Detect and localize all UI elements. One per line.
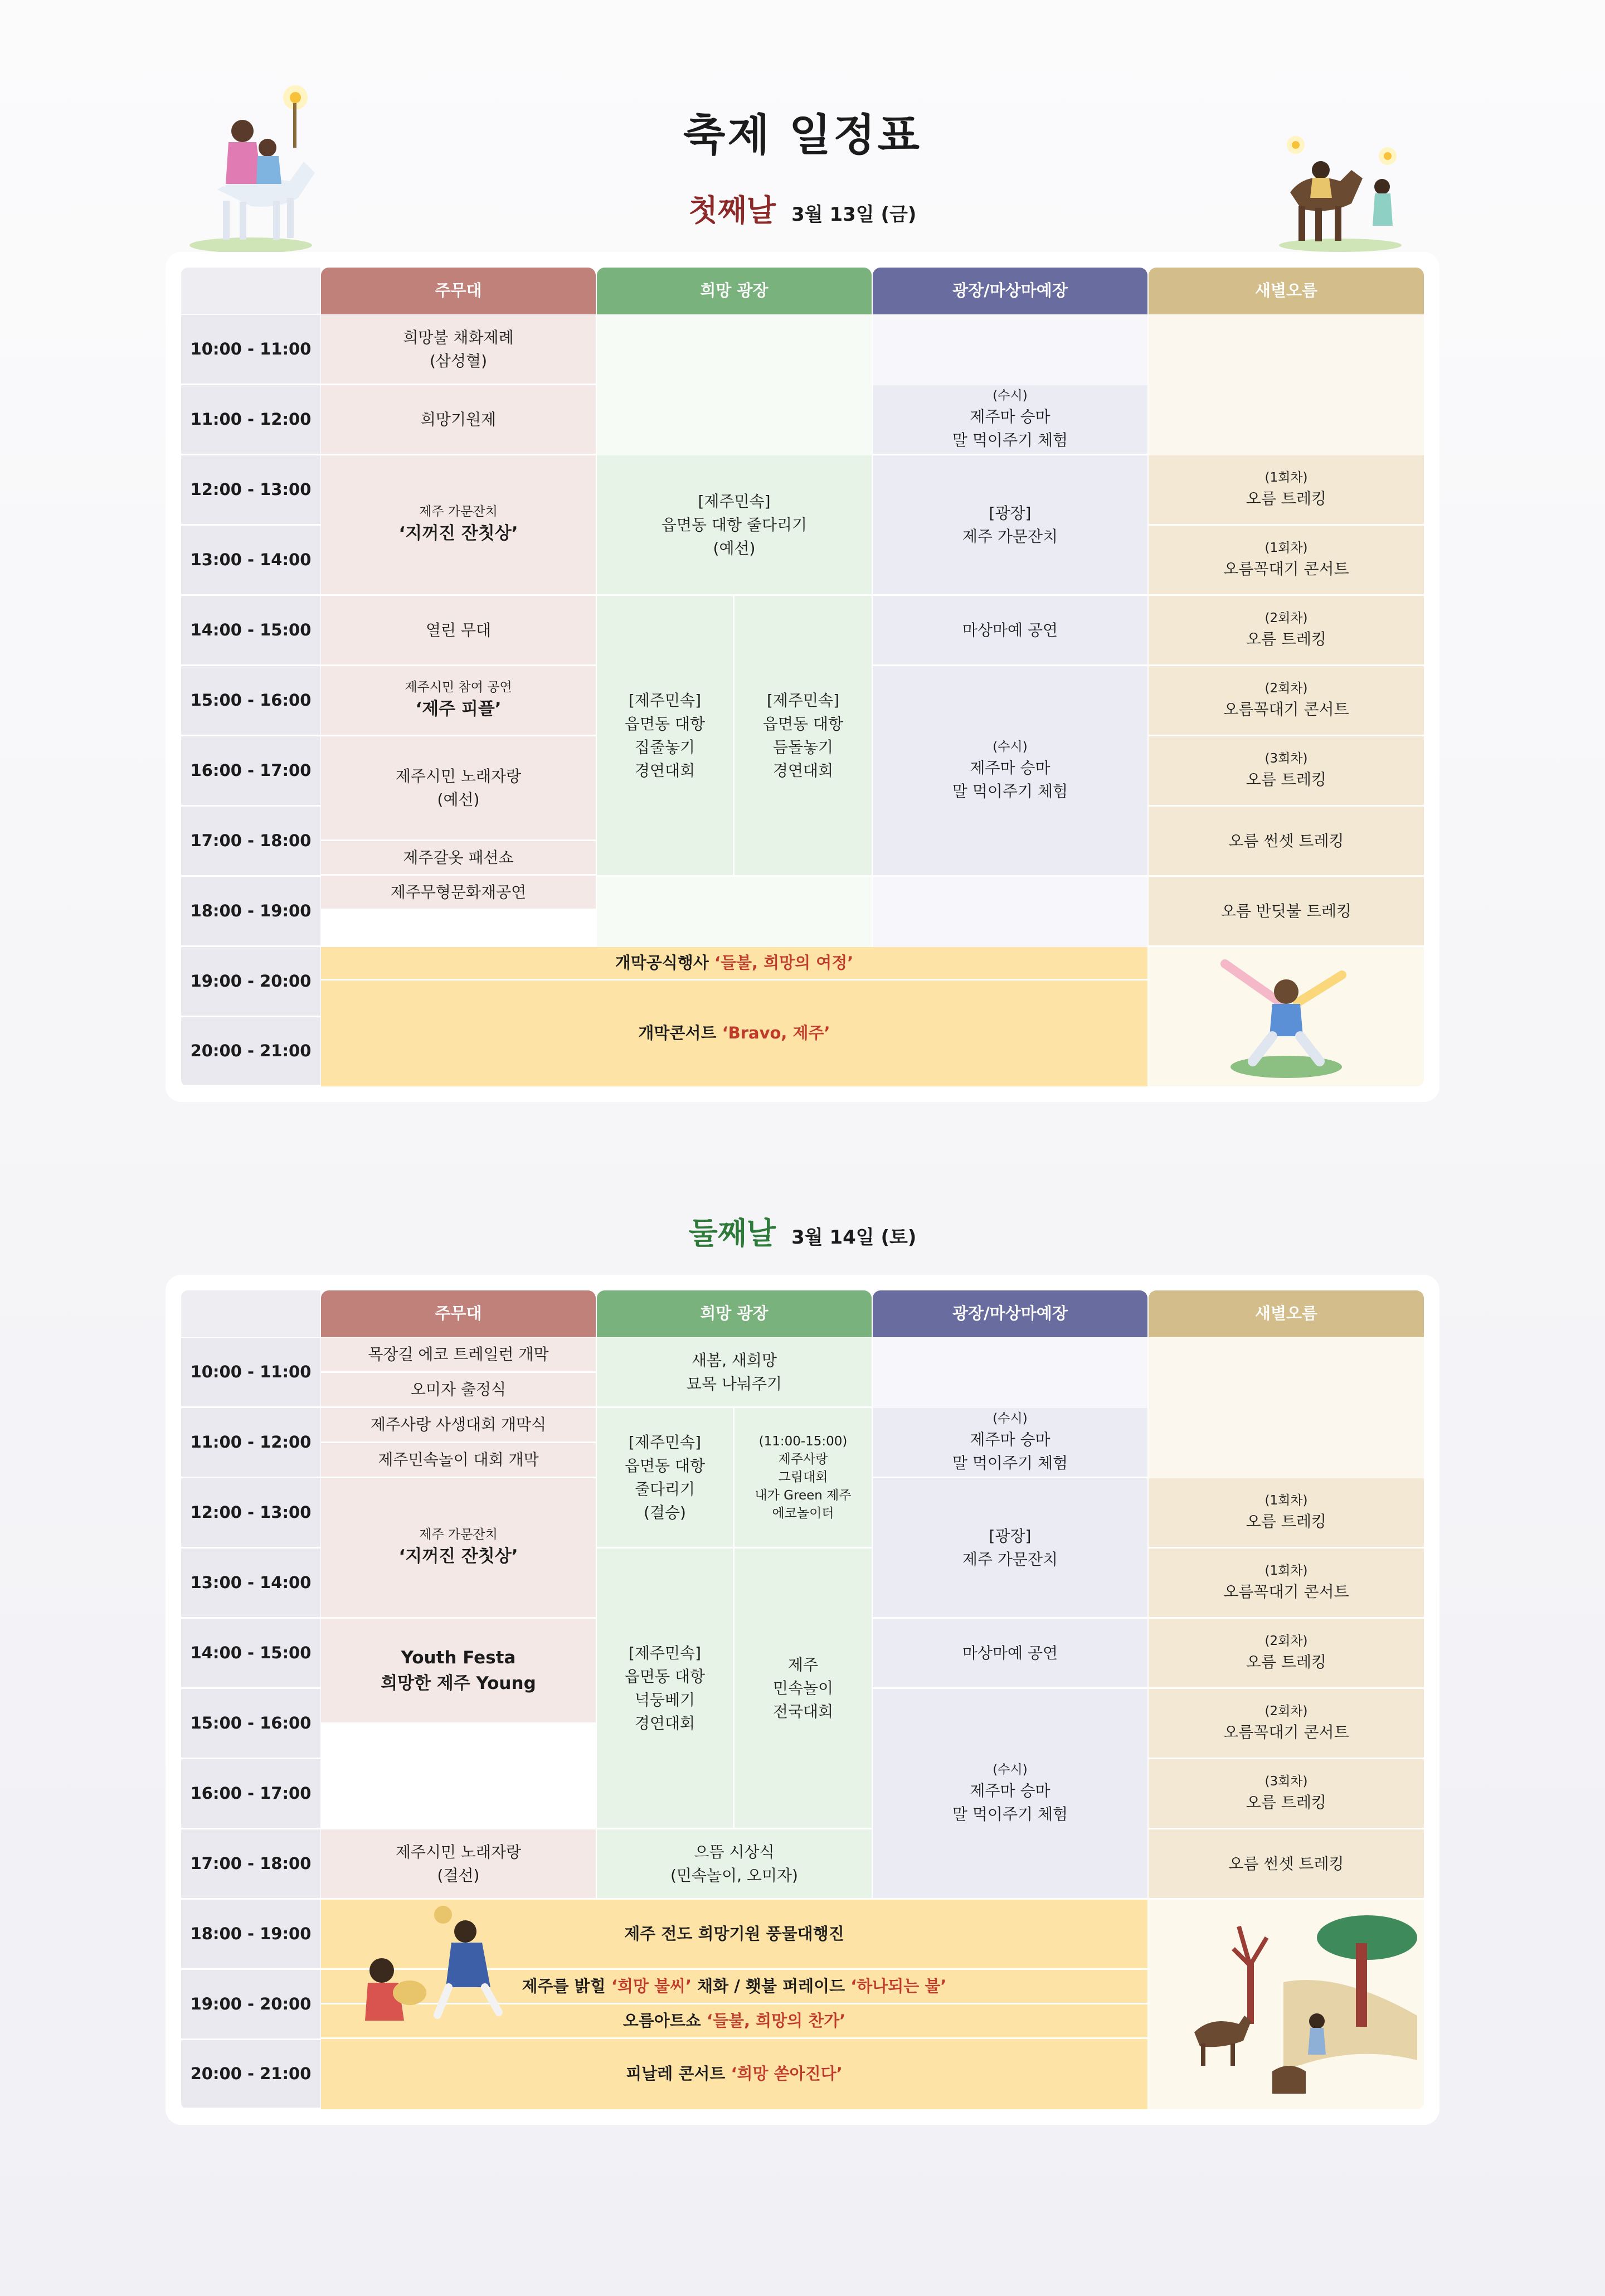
plaza-event: [제주민속] 읍면동 대항 집줄놓기 경연대회 [597,596,735,877]
arena-event: 마상마예 공연 [873,596,1147,666]
forest-illustration-cell [1149,1900,1424,2109]
empty-cell [1149,1338,1424,1478]
main-stage-event: 제주시민 노래자랑 (예선) [321,736,596,841]
empty-cell [873,877,1147,947]
day1-date: 3월 13일 (금) [791,203,917,226]
day2-schedule-card [166,1275,1439,2125]
oreum-event: (3회차) 오름 트레킹 [1149,1759,1424,1829]
time-slot: 14:00 - 15:00 [181,596,320,666]
empty-cell [597,877,872,947]
main-stage-event: 제주 가문잔치 ‘지꺼진 잔칫상’ [321,455,596,596]
header-hope-plaza: 희망 광장 [597,268,872,314]
main-stage-event: Youth Festa 희망한 제주 Young [321,1619,596,1724]
plaza-event: (11:00-15:00) 제주사랑 그림대회 내가 Green 제주 에코놀이터 [735,1408,872,1549]
day1-heading [0,187,1605,230]
time-slot: 16:00 - 17:00 [181,1759,320,1829]
time-slot: 15:00 - 16:00 [181,1689,320,1759]
header-corner [181,1290,320,1337]
main-stage-event: 제주시민 참여 공연 ‘제주 피플’ [321,666,596,736]
arena-event: (수시) 제주마 승마 말 먹이주기 체험 [873,1689,1147,1900]
time-slot: 11:00 - 12:00 [181,385,320,455]
dancer-illustration-cell [1149,947,1424,1086]
oreum-event: (1회차) 오름 트레킹 [1149,455,1424,526]
time-slot: 19:00 - 20:00 [181,947,320,1017]
header-corner [181,268,320,314]
oreum-event: 오름 반딧불 트레킹 [1149,877,1424,947]
day2-name: 둘째날 [688,1216,776,1251]
oreum-event: (3회차) 오름 트레킹 [1149,736,1424,807]
time-slot: 12:00 - 13:00 [181,455,320,526]
main-stage-event: 제주 가문잔치 ‘지꺼진 잔칫상’ [321,1478,596,1619]
oreum-event: (1회차) 오름꼭대기 콘서트 [1149,526,1424,596]
time-slot: 20:00 - 21:00 [181,2040,320,2109]
time-slot: 13:00 - 14:00 [181,526,320,596]
finale-concert: 피날레 콘서트 ‘희망 쏟아진다’ [321,2039,1147,2109]
page-title: 축제 일정표 [683,110,922,161]
arena-event: 마상마예 공연 [873,1619,1147,1689]
arena-event: (수시) 제주마 승마 말 먹이주기 체험 [873,666,1147,877]
oreum-event: (2회차) 오름꼭대기 콘서트 [1149,1689,1424,1759]
main-stage-event: 제주무형문화재공연 [321,876,596,910]
main-stage-event: 목장길 에코 트레일런 개막 [321,1338,596,1373]
header-main-stage: 주무대 [321,1290,596,1337]
opening-ceremony: 개막공식행사 ‘들불, 희망의 여정’ [321,947,1147,980]
plaza-event: [제주민속] 읍면동 대항 넉둥베기 경연대회 [597,1549,735,1829]
time-slot: 20:00 - 21:00 [181,1017,320,1086]
oreum-event: (1회차) 오름꼭대기 콘서트 [1149,1549,1424,1619]
time-slot: 15:00 - 16:00 [181,666,320,736]
arena-event: (수시) 제주마 승마 말 먹이주기 체험 [873,385,1147,455]
day1-schedule-table [181,268,1424,1086]
plaza-event: [제주민속] 읍면동 대항 줄다리기 (결승) [597,1408,735,1549]
header-hope-plaza: 희망 광장 [597,1290,872,1337]
day2-date: 3월 14일 (토) [791,1226,917,1249]
time-slot: 10:00 - 11:00 [181,315,320,385]
plaza-event: 새봄, 새희망 묘목 나눠주기 [597,1338,872,1408]
oreum-event: 오름 썬셋 트레킹 [1149,807,1424,877]
dancer-illustration [1214,953,1359,1081]
time-slot: 17:00 - 18:00 [181,807,320,877]
day1-name: 첫째날 [688,193,776,228]
oreum-art-show: 오름아트쇼 ‘들불, 희망의 찬가’ [321,2004,1147,2039]
drummers-illustration [348,1904,510,2037]
oreum-event: (2회차) 오름 트레킹 [1149,596,1424,666]
time-slot: 10:00 - 11:00 [181,1338,320,1408]
empty-cell [321,910,596,947]
oreum-event: (1회차) 오름 트레킹 [1149,1478,1424,1549]
day2-heading [0,1210,1605,1253]
header-oreum: 새별오름 [1149,268,1424,314]
empty-cell [1149,315,1424,455]
arena-event: (수시) 제주마 승마 말 먹이주기 체험 [873,1408,1147,1478]
header-main-stage: 주무대 [321,268,596,314]
time-slot: 18:00 - 19:00 [181,1900,320,1970]
time-slot: 19:00 - 20:00 [181,1970,320,2040]
day1-schedule-card [166,252,1439,1102]
time-slot: 14:00 - 15:00 [181,1619,320,1689]
main-stage-event: 오미자 출정식 [321,1373,596,1408]
empty-cell [873,315,1147,385]
oreum-event: (2회차) 오름꼭대기 콘서트 [1149,666,1424,736]
plaza-event: [제주민속] 읍면동 대항 줄다리기 (예선) [597,455,872,596]
time-slot: 18:00 - 19:00 [181,877,320,947]
main-stage-event: 제주사랑 사생대회 개막식 [321,1408,596,1443]
time-slot: 11:00 - 12:00 [181,1408,320,1478]
main-stage-event: 희망불 채화제례 (삼성혈) [321,315,596,385]
arena-event: [광장] 제주 가문잔치 [873,455,1147,596]
time-slot: 17:00 - 18:00 [181,1829,320,1900]
torch-parade: 제주를 밝힐 ‘희망 불씨’ 채화 / 횃불 퍼레이드 ‘하나되는 불’ [321,1970,1147,2004]
pungmul-parade: 제주 전도 희망기원 풍물대행진 [321,1900,1147,1970]
torch-rider-illustration [184,78,329,256]
oreum-event: (2회차) 오름 트레킹 [1149,1619,1424,1689]
arena-event: [광장] 제주 가문잔치 [873,1478,1147,1619]
day2-schedule-table [181,1290,1424,2109]
header-arena: 광장/마상마예장 [873,268,1147,314]
time-slot: 13:00 - 14:00 [181,1549,320,1619]
plaza-event: 으뜸 시상식 (민속놀이, 오미자) [597,1829,872,1900]
empty-cell [597,315,872,455]
main-stage-event: 희망기원제 [321,385,596,455]
time-slot: 16:00 - 17:00 [181,736,320,807]
main-stage-event: 제주갈옷 패션쇼 [321,841,596,876]
main-stage-event: 제주민속놀이 대회 개막 [321,1443,596,1478]
main-stage-event: 제주시민 노래자랑 (결선) [321,1829,596,1900]
forest-horses-illustration [1155,1904,1417,2105]
main-stage-event: 열린 무대 [321,596,596,666]
empty-cell [321,1724,596,1829]
header-oreum: 새별오름 [1149,1290,1424,1337]
opening-concert: 개막콘서트 ‘Bravo, 제주’ [321,980,1147,1086]
plaza-event: 제주 민속놀이 전국대회 [735,1549,872,1829]
oreum-event: 오름 썬셋 트레킹 [1149,1829,1424,1900]
time-slot: 12:00 - 13:00 [181,1478,320,1549]
plaza-event: [제주민속] 읍면동 대항 듬돌놓기 경연대회 [735,596,872,877]
empty-cell [873,1338,1147,1408]
header-arena: 광장/마상마예장 [873,1290,1147,1337]
